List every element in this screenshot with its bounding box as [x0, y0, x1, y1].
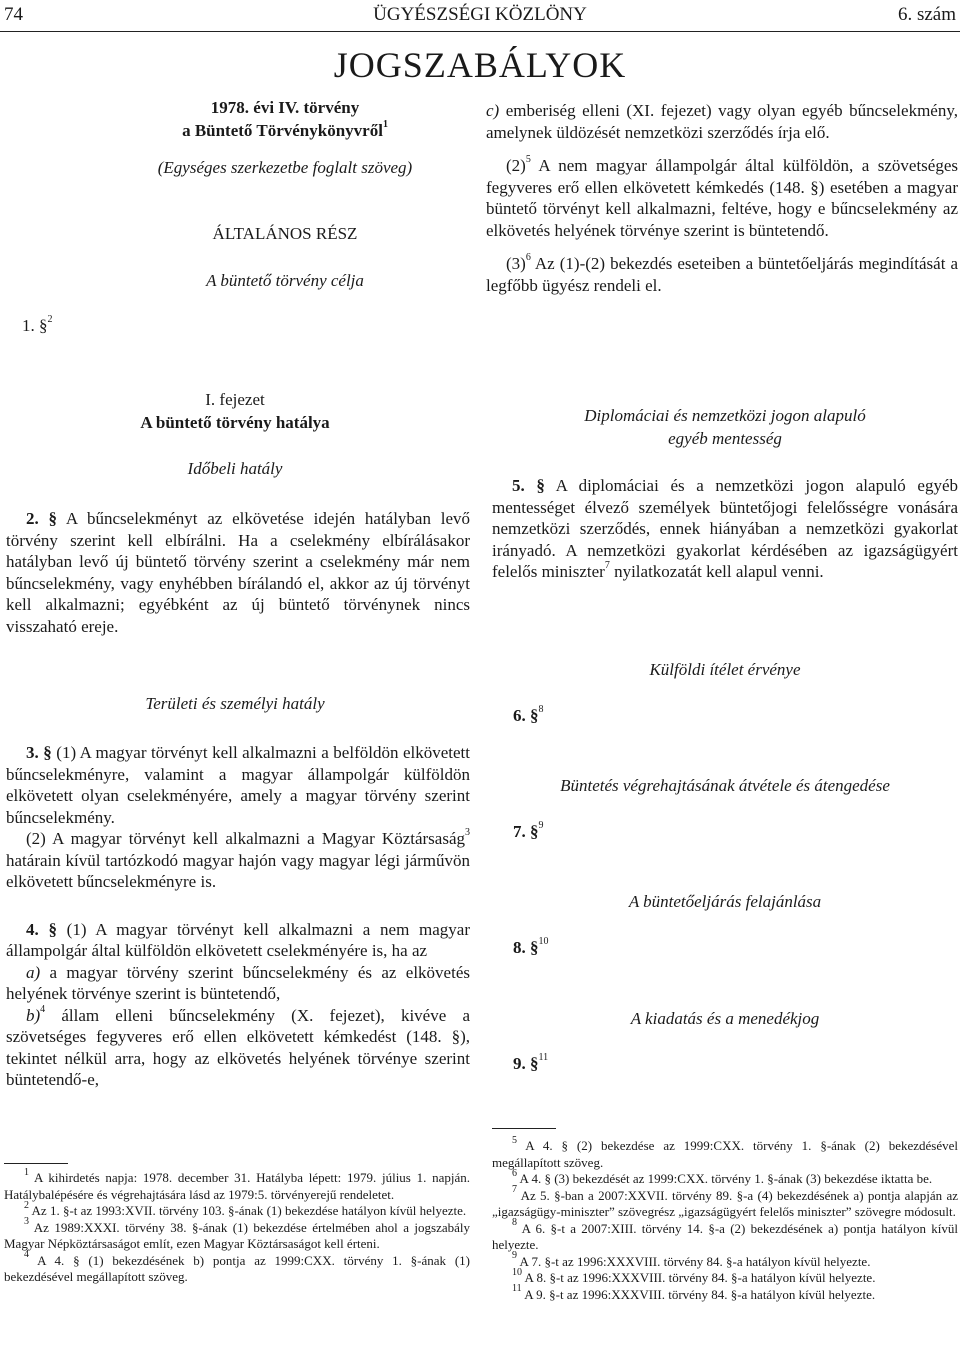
- law-title: 1978. évi IV. törvény: [210, 98, 360, 117]
- chapter-label: I. fejezet: [205, 390, 265, 409]
- footnotes-right: [492, 1134, 958, 1303]
- section-1: 1. §$^2$: [22, 314, 53, 335]
- s4-p2-paragraph: $(2)^5$ A nem magyar állampolgár által külföldön, a szövetséges fegyveres erő ellen elkövetett kémkedés (148. §) esetében a magyar büntető törvényt kell alkalmazni, feltéve, hogy e bűncselekmény az elkövetés helyének törvénye szerint is büntetendő.: [486, 154, 958, 240]
- footnote-rule-left: [4, 1163, 68, 1164]
- part-heading: ÁLTALÁNOS RÉSZ: [212, 224, 358, 243]
- issue-number: 6. szám: [897, 4, 956, 25]
- s4-p1: 4. § (1) A magyar törvényt kell alkalmazni a nem magyar állampolgár által külföldön elkövetett cselekményére is, ha az: [6, 919, 470, 960]
- footnote: $^9$ A 7. §-t az 1996:XXXVIII. törvény 84. §-a hatályon kívül helyezte.: [512, 1250, 871, 1269]
- section-8: 8. §$^{10}$: [513, 936, 549, 957]
- footnote: $^{10}$ A 8. §-t az 1996:XXXVIII. törvény 84. §-a hatályon kívül helyezte.: [512, 1266, 876, 1285]
- section-9: 9. §$^{11}$: [513, 1052, 549, 1073]
- section-title: JOGSZABÁLYOK: [333, 45, 627, 85]
- s3-p2: (2) A magyar törvényt kell alkalmazni a Magyar Köztársaság$^3$ határain kívül tartózkodó magyar hajón vagy magyar légi járművön elkövetett bűncselekményre is.: [6, 827, 470, 891]
- right-column-top: [486, 100, 958, 296]
- journal-title: ÜGYÉSZSÉGI KÖZLÖNY: [373, 4, 587, 25]
- law-title-2: a Büntető Törvénykönyvről$^1$: [182, 119, 388, 140]
- header-rule: [0, 31, 960, 32]
- footnote: $^1$ A kihirdetés napja: 1978. december 31. Hatályba lépett: 1979. július 1. napján. Hatálybalépésére és végrehajtására lásd az 1979:5. törvényerejű rendeletet.: [4, 1166, 470, 1202]
- s4-b: b)$^4$ állam elleni bűncselekmény (X. fejezet), kivéve a szövetséges fegyveres erő ellen elkövetett kémkedést (148. §), tekintet nélkül arra, hogy az elkövetés helyének törvénye szerint büntetendő-e,: [6, 1003, 470, 1089]
- s5-block: [492, 475, 958, 583]
- diplomatic-heading-1: Diplomáciai és nemzetközi jogon alapuló: [584, 406, 866, 425]
- s4-c-paragraph: c) emberiség elleni (XI. fejezet) vagy olyan egyéb bűncselekmény, amelynek üldözését nemzetközi szerződés írja elő.: [486, 101, 958, 142]
- left-column-body: [6, 508, 470, 637]
- section-7: 7. §$^9$: [513, 820, 544, 841]
- footnote: $^3$ Az 1989:XXXI. törvény 38. §-ának (1) bekezdése értelmében ahol a jogszabály Magyar Népköztársaságot említ, ezen Magyar Köztársaságot kell érteni.: [4, 1216, 470, 1251]
- law-subtitle: (Egységes szerkezetbe foglalt szöveg): [157, 158, 413, 177]
- temporal-heading: Időbeli hatály: [187, 459, 283, 478]
- diplomatic-heading-2: egyéb mentesség: [668, 429, 782, 448]
- execution-heading: Büntetés végrehajtásának átvétele és átengedése: [560, 776, 890, 795]
- s2-paragraph: 2. § A bűncselekményt az elkövetése idején hatályban levő törvény szerint kell elbírálni. Ha a cselekmény elbírálásakor hatályban levő új büntető törvény szerint a cselekmény már nem bűncselekmény, vagy enyhébben bírálandó el, akkor az új törvényt kell alkalmazni; egyébként az új büntető törvénynek nincs visszaható ereje.: [6, 509, 471, 636]
- extradition-heading: A kiadatás és a menedékjog: [630, 1009, 820, 1028]
- footnote: $^6$ A 4. § (3) bekezdését az 1999:CXX. törvény 1. §-ának (3) bekezdése iktatta be.: [512, 1167, 933, 1186]
- purpose-heading: A büntető törvény célja: [206, 271, 364, 290]
- s4-a: a) a magyar törvény szerint bűncselekmény és az elkövetés helyének törvénye szerint is büntetendő,: [6, 962, 470, 1003]
- section-6: 6. §$^8$: [513, 704, 544, 725]
- footnote: $^{11}$ A 9. §-t az 1996:XXXVIII. törvény 84. §-a hatályon kívül helyezte.: [512, 1283, 876, 1302]
- footnote: $^4$ A 4. § (1) bekezdésének b) pontja az 1999:CXX. törvény 1. §-ának (1) bekezdésével megállapított szöveg.: [4, 1249, 470, 1284]
- territorial-heading: Területi és személyi hatály: [145, 694, 325, 713]
- s4-p3-paragraph: $(3)^6$ Az (1)-(2) bekezdés eseteiben a büntetőeljárás megindítását a legfőbb ügyész rendeli el.: [486, 252, 958, 295]
- footnote: $^5$ A 4. § (2) bekezdése az 1999:CXX. törvény 1. §-ának (2) bekezdésével megállapított szöveg.: [492, 1134, 958, 1170]
- chapter-title: A büntető törvény hatálya: [140, 413, 330, 432]
- footnote: $^8$ A 6. §-t a 2007:XIII. törvény 14. §-a (2) bekezdésének a) pontja hatályon kívül helyezte.: [492, 1217, 958, 1252]
- offering-heading: A büntetőeljárás felajánlása: [628, 892, 822, 911]
- left-column-body-2: [6, 742, 470, 1091]
- s5-paragraph: 5. § A diplomáciai és a nemzetközi jogon alapuló egyéb mentességet élvező személyek büntetőjogi felelősségre vonására nemzetközi szerződés, ennek hiányában a nemzetközi gyakorlat irányadó. A nemzetközi gyakorlat kérdésében az igazságügyért felelős miniszter$^7$ nyilatkozatát kell alapul venni.: [492, 476, 959, 581]
- footnote: $^2$ Az 1. §-t az 1993:XVII. törvény 103. §-ának (1) bekezdése hatályon kívül helyezte.: [24, 1199, 467, 1218]
- footnote: $^7$ Az 5. §-ban a 2007:XXVII. törvény 89. §-a (4) bekezdésének a) pontja alapján az „igazságügy-miniszter” szövegrész „igazságügyért felelős miniszter” szövegre módosult.: [492, 1184, 958, 1219]
- page-number: 74: [4, 4, 23, 25]
- footnote-rule-right: [492, 1128, 556, 1129]
- s3-p1: 3. § (1) A magyar törvényt kell alkalmazni a belföldön elkövetett bűncselekményre, valamint a magyar állampolgár külföldön elkövetett olyan cselekményére, amely a magyar törvény szerint bűncselekmény.: [6, 743, 471, 827]
- footnotes-left: [4, 1166, 470, 1286]
- foreign-judgment-heading: Külföldi ítélet érvénye: [649, 660, 801, 679]
